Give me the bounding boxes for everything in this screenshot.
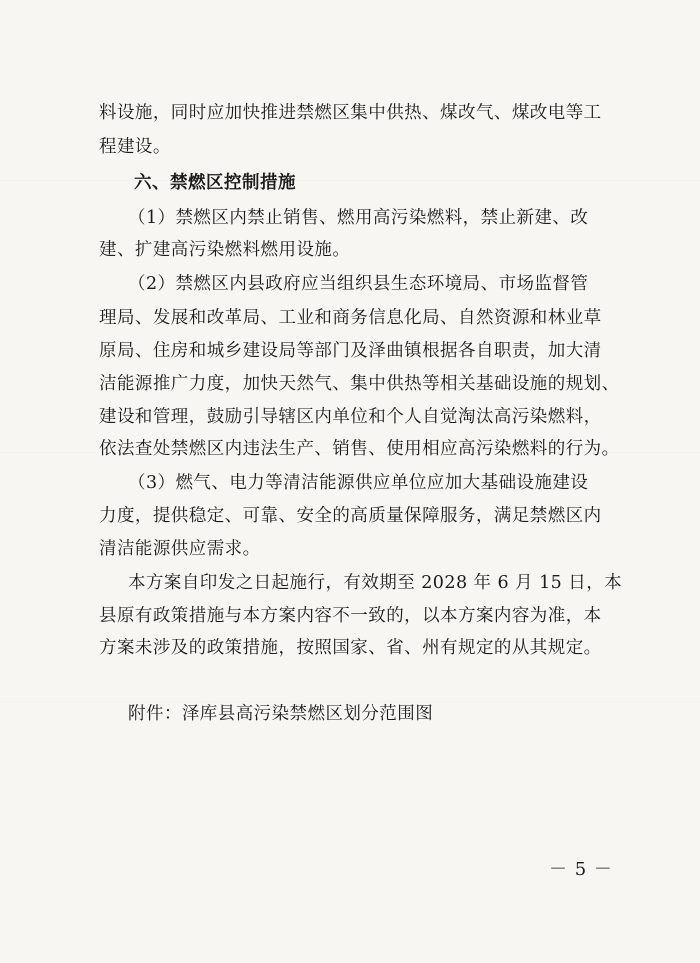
body-line: （3）燃气、电力等清洁能源供应单位应加大基础设施建设: [128, 473, 589, 493]
section-heading: 六、禁燃区控制措施: [134, 173, 296, 193]
body-line: 县原有政策措施与本方案内容不一致的，以本方案内容为准，本: [99, 606, 602, 626]
body-line: 建、扩建高污染燃料燃用设施。: [99, 240, 351, 260]
body-line: 洁能源推广力度，加快天然气、集中供热等相关基础设施的规划、: [99, 374, 620, 394]
body-line: 本方案自印发之日起施行，有效期至 2028 年 6 月 15 日，本: [128, 573, 623, 593]
body-line: 理局、发展和改革局、工业和商务信息化局、自然资源和林业草: [99, 308, 602, 328]
attachment-line: 附件：泽库县高污染禁燃区划分范围图: [128, 704, 434, 724]
scan-line: [0, 180, 700, 181]
body-line: 力度，提供稳定、可靠、安全的高质量保障服务，满足禁燃区内: [99, 506, 602, 526]
body-line: 程建设。: [99, 137, 171, 157]
body-line: 原局、住房和城乡建设局等部门及泽曲镇根据各自职责，加大清: [99, 341, 602, 361]
body-line: 方案未涉及的政策措施，按照国家、省、州有规定的从其规定。: [99, 638, 602, 658]
scan-line: [0, 701, 700, 702]
page-number: － 5 －: [549, 859, 613, 880]
body-line: 依法查处禁燃区内违法生产、销售、使用相应高污染燃料的行为。: [99, 439, 620, 459]
body-line: 清洁能源供应需求。: [99, 539, 261, 559]
body-line: （2）禁燃区内县政府应当组织县生态环境局、市场监督管: [128, 274, 589, 294]
body-line: 建设和管理，鼓励引导辖区内单位和个人自觉淘汰高污染燃料，: [99, 407, 602, 427]
body-line: （1）禁燃区内禁止销售、燃用高污染燃料，禁止新建、改: [128, 208, 589, 228]
body-line: 料设施，同时应加快推进禁燃区集中供热、煤改气、煤改电等工: [99, 103, 602, 123]
